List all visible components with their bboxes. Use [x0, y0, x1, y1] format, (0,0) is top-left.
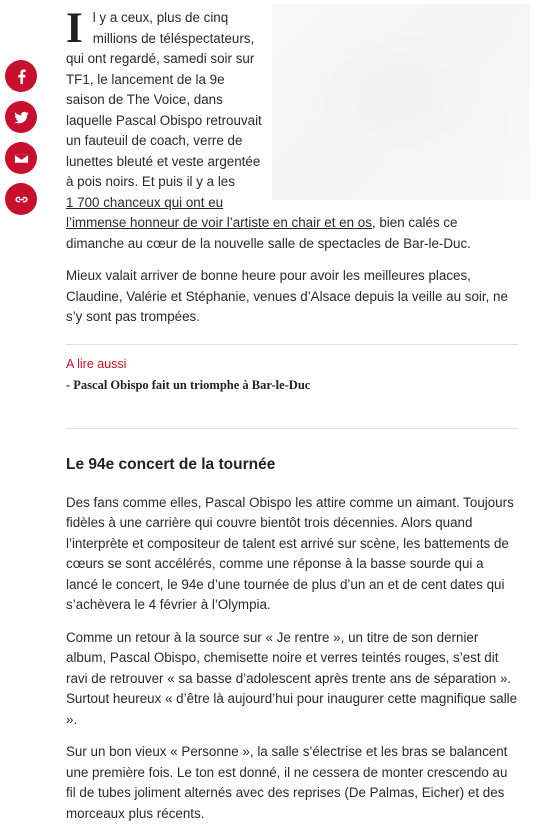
read-also-box — [66, 345, 518, 412]
share-facebook-button[interactable] — [5, 60, 37, 92]
read-also-title: A lire aussi — [66, 356, 127, 371]
facebook-icon — [14, 69, 29, 84]
dropcap: I — [66, 5, 83, 52]
twitter-icon — [14, 110, 29, 125]
article-body — [66, 5, 518, 836]
section-heading: Le 94e concert de la tournée — [66, 455, 276, 473]
article-link-honneur[interactable]: l’immense honneur de voir l’artiste en chair et en os — [66, 215, 372, 230]
share-twitter-button[interactable] — [5, 101, 37, 133]
article-link-1700[interactable]: 1 700 chanceux qui ont eu — [66, 194, 224, 210]
paragraph-intro — [66, 5, 518, 254]
read-also-link[interactable]: - Pascal Obispo fait un triomphe à Bar-le-Duc — [66, 377, 311, 392]
email-icon — [14, 151, 29, 166]
share-bar — [5, 60, 37, 224]
paragraph-4: Comme un retour à la source sur « Je rentre », un titre de son dernier album, Pascal Obispo, chemisette noire et verres teintés rouges, s’est dit ravi de retrouver « sa basse d’adolescent après trente ans de séparation ». Surtout heureux « d’être là aujourd’hui pour inaugurer cette magnifique salle ». — [66, 629, 518, 727]
intro-tail-text: , bien calés ce dimanche au cœur de la nouvelle salle de spectacles de Bar-le-Duc. — [66, 215, 471, 251]
intro-text: l y a ceux, plus de cinq millions de téléspectateurs, qui ont regardé, samedi soir sur TF1, le lancement de la 9e saison de The Voice, dans laquelle Pascal Obispo retrouvait un fauteuil de coach, verre de lunettes bleuté et veste argentée à pois noirs. Et puis il y a les — [66, 10, 262, 189]
divider — [66, 428, 518, 429]
paragraph-3: Des fans comme elles, Pascal Obispo les attire comme un aimant. Toujours fidèles à une carrière qui couvre bientôt trois décennies. Alors quand l’interprète et compositeur de talent est arrivé sur scène, les battements de cœurs se sont accélérés, comme une réponse à la basse sourde qui a lancé le concert, le 94e d’une tournée de plus d’un an et de cent dates qui s’achèvera le 4 février à l’Olympia. — [66, 494, 514, 612]
share-link-button[interactable] — [5, 183, 37, 215]
share-email-button[interactable] — [5, 142, 37, 174]
paragraph-5: Sur un bon vieux « Personne », la salle s’électrise et les bras se balancent une première fois. Le ton est donné, il ne cessera de monter crescendo au fil de tubes joliment alternés avec des reprises (De Palmas, Eicher) et des morceaux plus récents. — [66, 744, 508, 821]
paragraph-2: Mieux valait arriver de bonne heure pour avoir les meilleures places, Claudine, Valérie et Stéphanie, venues d’Alsace depuis la veille au soir, ne s’y sont pas trompées. — [66, 268, 508, 324]
link-icon — [14, 192, 29, 207]
